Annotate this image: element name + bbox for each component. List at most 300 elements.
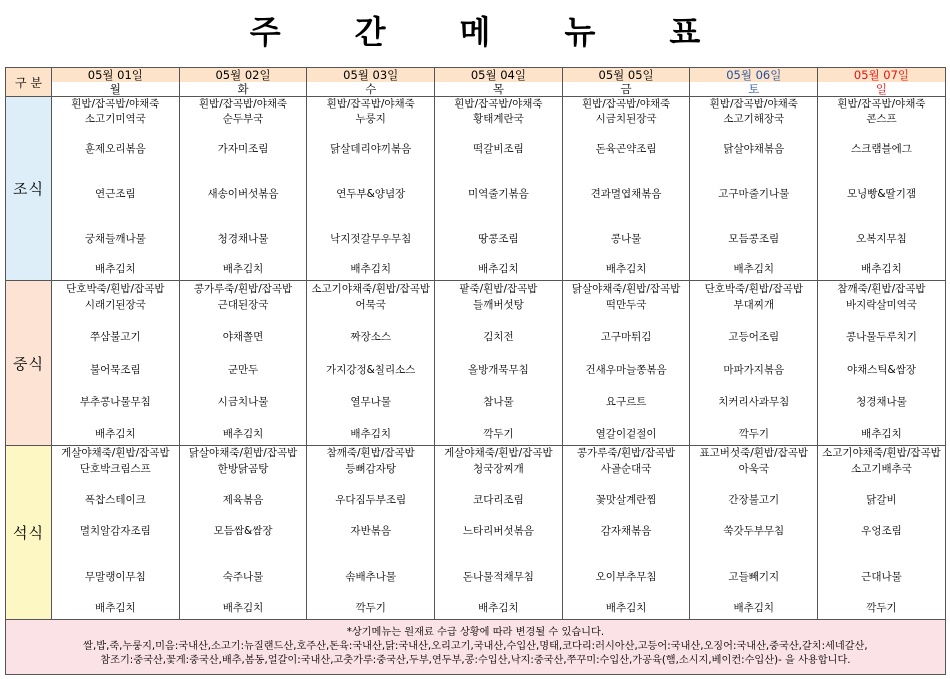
menu-item: 건새우마늘쫑볶음: [585, 363, 667, 376]
spacer: [180, 346, 307, 362]
menu-item: 쭈삼불고기: [89, 331, 141, 344]
title-char: 주: [249, 13, 281, 51]
menu-cell: [435, 97, 563, 281]
header-weekday: 화: [179, 82, 307, 97]
menu-items: [307, 97, 434, 280]
menu-item: 바지락살미역국: [845, 298, 917, 311]
spacer: [818, 127, 945, 142]
menu-cell: [690, 97, 818, 281]
spacer: [180, 217, 307, 232]
menu-item: 고구마튀김: [600, 331, 652, 344]
header-date: 05월 04일: [435, 68, 563, 83]
spacer: [690, 585, 817, 600]
menu-item: 닭살야채볶음: [723, 143, 785, 156]
menu-items: [563, 446, 690, 619]
menu-item: 표고버섯죽/흰밥/잡곡밥: [699, 447, 809, 460]
menu-items: [563, 97, 690, 280]
menu-item: 코다리조림: [473, 493, 524, 506]
header-weekday: 월: [52, 82, 180, 97]
spacer: [818, 157, 945, 172]
menu-items: [307, 281, 434, 446]
spacer: [563, 555, 690, 570]
menu-item: 시금치나물: [217, 396, 269, 409]
menu-item: 연두부&양념장: [336, 188, 406, 201]
menu-item: 게살야채죽/흰밥/잡곡밥: [444, 447, 553, 460]
menu-item: 팥죽/흰밥/잡곡밥: [459, 282, 538, 295]
spacer: [307, 127, 434, 142]
spacer: [435, 247, 562, 262]
menu-item: 어묵국: [355, 298, 386, 311]
spacer: [180, 202, 307, 217]
spacer: [818, 508, 945, 523]
menu-item: 콩나물: [610, 233, 642, 246]
menu-cell: [52, 280, 180, 446]
menu-item: 마파가지볶음: [723, 363, 785, 376]
title-char: 메: [459, 13, 491, 51]
spacer: [180, 508, 307, 523]
spacer: [180, 477, 307, 492]
menu-item: 꽃맛살계란찜: [595, 493, 657, 506]
spacer: [52, 172, 179, 187]
menu-item: 단호박크림스프: [79, 462, 151, 475]
menu-item: 자반볶음: [350, 524, 391, 537]
menu-cell: [52, 446, 180, 620]
menu-item: 제육볶음: [222, 493, 264, 506]
menu-item: 배추김치: [222, 263, 264, 276]
title-char: 간: [354, 13, 386, 51]
menu-item: 돈나물적채무침: [462, 570, 534, 583]
menu-item: 아욱국: [738, 462, 769, 475]
spacer: [563, 410, 690, 426]
spacer: [563, 127, 690, 142]
menu-item: 솎배추나물: [345, 570, 397, 583]
title-char: 뉴: [564, 13, 596, 51]
menu-item: 배추김치: [605, 263, 647, 276]
spacer: [690, 555, 817, 570]
spacer: [180, 539, 307, 554]
menu-item: 참깨죽/흰밥/잡곡밥: [326, 447, 415, 460]
menu-item: 근대된장국: [217, 298, 269, 311]
menu-item: 게살야채죽/흰밥/잡곡밥: [61, 447, 170, 460]
menu-items: [435, 97, 562, 280]
spacer: [52, 378, 179, 394]
spacer: [307, 555, 434, 570]
spacer: [563, 346, 690, 362]
spacer: [180, 247, 307, 262]
meal-label: 조식: [6, 97, 52, 281]
menu-item: 불어묵조림: [89, 363, 141, 376]
spacer: [435, 508, 562, 523]
spacer: [818, 410, 945, 426]
menu-item: 단호박죽/흰밥/잡곡밥: [704, 282, 803, 295]
menu-cell: [179, 280, 307, 446]
spacer: [435, 585, 562, 600]
spacer: [435, 477, 562, 492]
menu-cell: [435, 446, 563, 620]
menu-items: [52, 97, 179, 280]
menu-item: 요구르트: [605, 396, 647, 409]
menu-item: 순두부국: [222, 113, 264, 126]
menu-item: 사골순대국: [600, 462, 652, 475]
menu-item: 흰밥/잡곡밥/야채죽: [454, 98, 543, 111]
spacer: [180, 313, 307, 329]
menu-item: 간장불고기: [728, 493, 780, 506]
menu-item: 근대나물: [861, 570, 902, 583]
spacer: [818, 346, 945, 362]
page-title: [0, 4, 950, 56]
menu-item: 소고기야채죽/흰밥/잡곡밥: [311, 282, 431, 295]
menu-item: 짜장소스: [350, 331, 391, 344]
spacer: [563, 313, 690, 329]
menu-item: 시래기된장국: [84, 298, 146, 311]
spacer: [52, 202, 179, 217]
menu-item: 깍두기: [866, 601, 897, 614]
header-date: 05월 06일: [690, 68, 818, 83]
menu-item: 고구마줄기나물: [718, 188, 790, 201]
header-weekday: 일: [818, 82, 946, 97]
spacer: [52, 127, 179, 142]
spacer: [52, 477, 179, 492]
menu-item: 배추김치: [95, 263, 136, 276]
spacer: [690, 247, 817, 262]
spacer: [818, 585, 945, 600]
spacer: [818, 378, 945, 394]
menu-item: 모듬쌈&쌈장: [213, 524, 273, 537]
menu-item: 부대찌개: [733, 298, 775, 311]
menu-items: [563, 281, 690, 446]
spacer: [690, 313, 817, 329]
menu-item: 모닝빵&딸기잼: [846, 188, 916, 201]
menu-item: 흰밥/잡곡밥/야채죽: [837, 98, 926, 111]
menu-item: 누룽지: [355, 113, 386, 126]
spacer: [818, 217, 945, 232]
spacer: [307, 378, 434, 394]
menu-item: 가자미조림: [217, 143, 269, 156]
menu-item: 콘스프: [866, 113, 897, 126]
menu-item: 오이부추무침: [595, 570, 657, 583]
menu-item: 배추김치: [605, 601, 647, 614]
header-weekday: 금: [562, 82, 690, 97]
menu-items: [818, 97, 945, 280]
spacer: [818, 477, 945, 492]
menu-cell: [307, 280, 435, 446]
title-char: 표: [669, 13, 701, 51]
menu-item: 흰밥/잡곡밥/야채죽: [326, 98, 415, 111]
spacer: [435, 172, 562, 187]
spacer: [180, 157, 307, 172]
header-date-row: [6, 68, 946, 83]
footer-row: [6, 620, 946, 675]
origin-line: 쌀,밥,죽,누룽지,미음:국내산,소고기:뉴질랜드산,호주산,돈육:국내산,닭:국내산,오리고기,국내산,수입산,명태,코다리:러시아산,고등어:국내산,오징어:국내산,중국산,갈치:세네갈산,: [83, 641, 868, 652]
spacer: [307, 585, 434, 600]
menu-cell: [690, 280, 818, 446]
menu-item: 배추김치: [222, 601, 264, 614]
spacer: [307, 346, 434, 362]
menu-item: 깍두기: [738, 428, 769, 441]
menu-item: 궁채들깨나물: [84, 233, 146, 246]
spacer: [307, 172, 434, 187]
menu-cell: [818, 446, 946, 620]
menu-item: 낙지젓갈무우무침: [330, 233, 412, 246]
menu-item: 느타리버섯볶음: [462, 524, 534, 537]
spacer: [307, 247, 434, 262]
menu-item: 들깨버섯탕: [473, 298, 524, 311]
menu-items: [52, 446, 179, 619]
menu-item: 배추김치: [350, 263, 391, 276]
menu-item: 부추콩나물무침: [79, 396, 151, 409]
menu-item: 배추김치: [861, 428, 902, 441]
menu-item: 참깨죽/흰밥/잡곡밥: [837, 282, 926, 295]
spacer: [52, 508, 179, 523]
menu-item: 배추김치: [478, 263, 519, 276]
menu-item: 시금치된장국: [595, 113, 657, 126]
menu-item: 폭찹스테이크: [84, 493, 146, 506]
spacer: [563, 508, 690, 523]
spacer: [690, 172, 817, 187]
spacer: [180, 378, 307, 394]
menu-cell: [562, 97, 690, 281]
menu-item: 깍두기: [483, 428, 514, 441]
spacer: [435, 202, 562, 217]
menu-item: 고들빼기지: [728, 570, 780, 583]
meal-label: 석식: [6, 446, 52, 620]
spacer: [435, 555, 562, 570]
menu-item: 소고기배추국: [851, 462, 912, 475]
spacer: [52, 313, 179, 329]
menu-items: [435, 446, 562, 619]
spacer: [690, 202, 817, 217]
menu-item: 소고기해장국: [723, 113, 785, 126]
spacer: [307, 313, 434, 329]
menu-item: 훈제오리볶음: [84, 143, 146, 156]
menu-item: 단호박죽/흰밥/잡곡밥: [66, 282, 165, 295]
spacer: [307, 410, 434, 426]
menu-item: 청국장찌개: [473, 462, 524, 475]
spacer: [307, 508, 434, 523]
spacer: [180, 555, 307, 570]
spacer: [435, 410, 562, 426]
spacer: [52, 247, 179, 262]
menu-item: 스크램블에그: [851, 143, 912, 156]
spacer: [690, 410, 817, 426]
origin-notice: [6, 620, 946, 675]
menu-item: 등뼈감자탕: [345, 462, 397, 475]
menu-item: 무말랭이무침: [84, 570, 146, 583]
menu-item: 청경채나물: [217, 233, 269, 246]
spacer: [563, 217, 690, 232]
menu-item: 한방닭곰탕: [217, 462, 269, 475]
menu-item: 열갈이겉절이: [595, 428, 657, 441]
spacer: [307, 202, 434, 217]
menu-item: 배추김치: [350, 428, 391, 441]
menu-item: 멸치알감자조림: [79, 524, 151, 537]
menu-cell: [818, 97, 946, 281]
menu-item: 흰밥/잡곡밥/야채죽: [71, 98, 160, 111]
menu-item: 배추김치: [478, 601, 519, 614]
menu-cell: [690, 446, 818, 620]
spacer: [307, 539, 434, 554]
menu-item: 콩가루죽/흰밥/잡곡밥: [193, 282, 293, 295]
menu-item: 참나물: [483, 396, 514, 409]
menu-item: 배추김치: [95, 428, 136, 441]
menu-item: 연근조림: [95, 188, 136, 201]
menu-item: 청경채나물: [856, 396, 907, 409]
spacer: [690, 157, 817, 172]
menu-cell: [179, 446, 307, 620]
menu-items: [180, 97, 307, 280]
menu-item: 떡갈비조림: [473, 143, 524, 156]
menu-item: 올방개묵무침: [467, 363, 529, 376]
spacer: [180, 410, 307, 426]
spacer: [52, 555, 179, 570]
menu-item: 돈육곤약조림: [595, 143, 657, 156]
menu-items: [690, 281, 817, 446]
spacer: [435, 346, 562, 362]
menu-item: 땅콩조림: [478, 233, 519, 246]
menu-item: 고등어조림: [728, 331, 780, 344]
spacer: [690, 477, 817, 492]
weekly-menu-table: [5, 67, 946, 675]
spacer: [563, 157, 690, 172]
menu-item: 오복지무침: [856, 233, 907, 246]
menu-item: 가지강정&칠리소스: [326, 363, 416, 376]
menu-item: 닭살데리야끼볶음: [330, 143, 412, 156]
menu-cell: [562, 446, 690, 620]
menu-items: [52, 281, 179, 446]
kubun-header: 구 분: [6, 68, 52, 97]
spacer: [690, 539, 817, 554]
menu-cell: [52, 97, 180, 281]
menu-item: 미역줄기볶음: [467, 188, 529, 201]
menu-items: [818, 446, 945, 619]
menu-item: 깍두기: [355, 601, 386, 614]
spacer: [435, 157, 562, 172]
menu-item: 소고기야채죽/흰밥/잡곡밥: [822, 447, 941, 460]
spacer: [690, 346, 817, 362]
spacer: [435, 313, 562, 329]
menu-item: 배추김치: [733, 601, 775, 614]
menu-items: [435, 281, 562, 446]
spacer: [818, 555, 945, 570]
meal-row: [6, 97, 946, 281]
meal-row: [6, 280, 946, 446]
spacer: [52, 157, 179, 172]
spacer: [563, 247, 690, 262]
header-date: 05월 01일: [52, 68, 180, 83]
menu-item: 닭살야채죽/흰밥/잡곡밥: [571, 282, 681, 295]
spacer: [307, 157, 434, 172]
menu-item: 흰밥/잡곡밥/야채죽: [198, 98, 288, 111]
menu-cell: [307, 446, 435, 620]
spacer: [563, 378, 690, 394]
spacer: [690, 127, 817, 142]
meal-label: 중식: [6, 280, 52, 446]
origin-line: 참조기:중국산,꽃게:중국산,배추,봄동,얼갈이:국내산,고춧가루:중국산,두부,연두부,콩:수입산,낙지:중국산,쭈꾸미:수입산,가공육(햄,소시지,베이컨:수입산)- 을 사용합니다.: [100, 655, 851, 666]
header-day-row: [6, 82, 946, 97]
menu-item: 소고기미역국: [84, 113, 146, 126]
menu-cell: [179, 97, 307, 281]
menu-item: 콩가루죽/흰밥/잡곡밥: [576, 447, 676, 460]
menu-item: 감자채볶음: [600, 524, 652, 537]
menu-item: 야채쫄면: [222, 331, 264, 344]
menu-cell: [818, 280, 946, 446]
menu-items: [307, 446, 434, 619]
menu-item: 김치전: [483, 331, 514, 344]
header-weekday: 목: [435, 82, 563, 97]
menu-item: 흰밥/잡곡밥/야채죽: [581, 98, 671, 111]
spacer: [818, 313, 945, 329]
spacer: [690, 217, 817, 232]
spacer: [818, 539, 945, 554]
menu-item: 우다짐두부조림: [335, 493, 407, 506]
meal-row: [6, 446, 946, 620]
menu-item: 열무나물: [350, 396, 391, 409]
spacer: [818, 172, 945, 187]
spacer: [435, 127, 562, 142]
menu-item: 치커리사과무침: [718, 396, 790, 409]
spacer: [180, 585, 307, 600]
spacer: [563, 477, 690, 492]
header-weekday: 토: [690, 82, 818, 97]
notice-line: *상기메뉴는 원재료 수급 상황에 따라 변경될 수 있습니다.: [346, 627, 605, 638]
spacer: [435, 217, 562, 232]
spacer: [690, 378, 817, 394]
menu-item: 황태계란국: [473, 113, 524, 126]
spacer: [690, 508, 817, 523]
spacer: [307, 217, 434, 232]
menu-items: [690, 97, 817, 280]
menu-items: [818, 281, 945, 446]
menu-cell: [562, 280, 690, 446]
menu-item: 배추김치: [222, 428, 264, 441]
menu-item: 콩나물두루치기: [845, 331, 917, 344]
header-weekday: 수: [307, 82, 435, 97]
spacer: [563, 539, 690, 554]
header-date: 05월 02일: [179, 68, 307, 83]
spacer: [563, 585, 690, 600]
menu-item: 쑥갓두부무침: [723, 524, 785, 537]
header-date: 05월 05일: [562, 68, 690, 83]
menu-item: 닭갈비: [866, 493, 897, 506]
menu-item: 숙주나물: [222, 570, 264, 583]
menu-item: 새송이버섯볶음: [207, 188, 279, 201]
spacer: [307, 477, 434, 492]
menu-item: 배추김치: [861, 263, 902, 276]
menu-cell: [307, 97, 435, 281]
menu-items: [180, 281, 307, 446]
menu-items: [690, 446, 817, 619]
menu-cell: [435, 280, 563, 446]
spacer: [52, 346, 179, 362]
menu-item: 견과멸엽채볶음: [590, 188, 662, 201]
spacer: [818, 202, 945, 217]
spacer: [180, 127, 307, 142]
spacer: [435, 539, 562, 554]
spacer: [52, 410, 179, 426]
menu-item: 배추김치: [733, 263, 775, 276]
menu-items: [180, 446, 307, 619]
spacer: [563, 202, 690, 217]
spacer: [180, 172, 307, 187]
spacer: [818, 247, 945, 262]
header-date: 05월 03일: [307, 68, 435, 83]
spacer: [52, 585, 179, 600]
menu-item: 떡만두국: [605, 298, 647, 311]
menu-item: 흰밥/잡곡밥/야채죽: [709, 98, 798, 111]
spacer: [52, 217, 179, 232]
menu-item: 야채스틱&쌈장: [846, 363, 916, 376]
menu-item: 배추김치: [95, 601, 136, 614]
